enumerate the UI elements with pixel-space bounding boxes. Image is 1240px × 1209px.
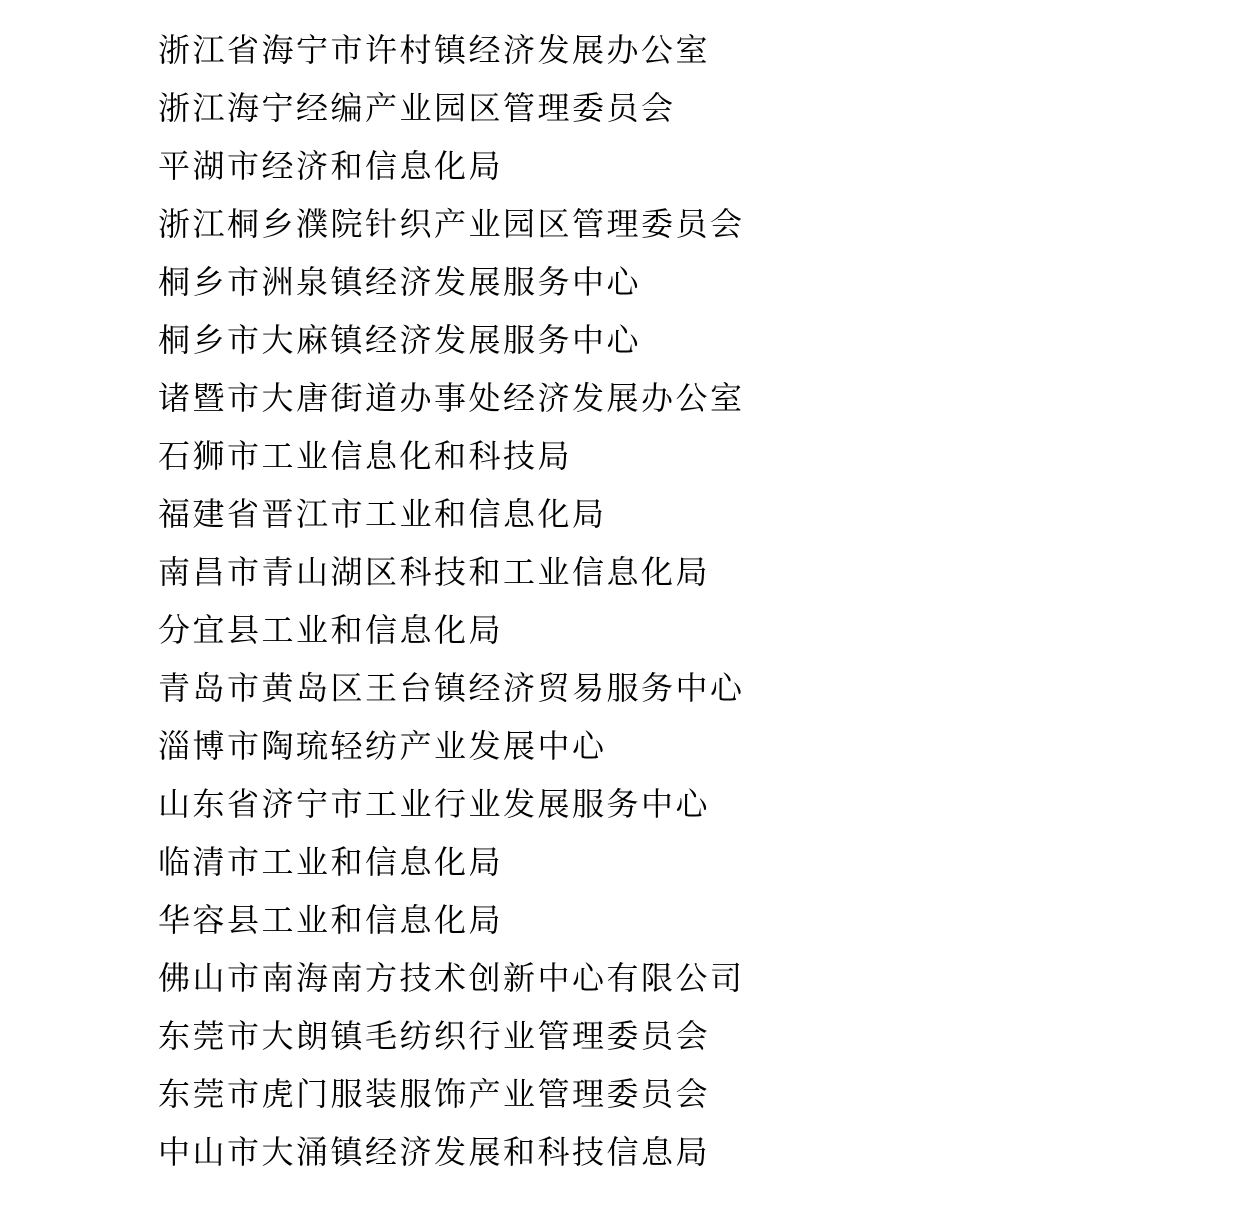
org-name-line: 中山市大涌镇经济发展和科技信息局 (158, 1134, 711, 1170)
org-name-line: 南昌市青山湖区科技和工业信息化局 (158, 554, 711, 590)
org-name-line: 桐乡市洲泉镇经济发展服务中心 (158, 264, 642, 300)
org-name-line: 分宜县工业和信息化局 (158, 612, 504, 648)
org-name-line: 东莞市大朗镇毛纺织行业管理委员会 (158, 1018, 711, 1054)
org-name-line: 诸暨市大唐街道办事处经济发展办公室 (158, 380, 745, 416)
org-name-line: 桐乡市大麻镇经济发展服务中心 (158, 322, 642, 358)
org-name-line: 淄博市陶琉轻纺产业发展中心 (158, 728, 607, 764)
org-name-line: 佛山市南海南方技术创新中心有限公司 (158, 960, 745, 996)
org-name-line: 浙江海宁经编产业园区管理委员会 (158, 90, 676, 126)
org-name-line: 东莞市虎门服装服饰产业管理委员会 (158, 1076, 711, 1112)
org-name-line: 青岛市黄岛区王台镇经济贸易服务中心 (158, 670, 745, 706)
org-name-line: 石狮市工业信息化和科技局 (158, 438, 573, 474)
org-name-line: 浙江桐乡濮院针织产业园区管理委员会 (158, 206, 745, 242)
org-name-line: 平湖市经济和信息化局 (158, 148, 504, 184)
org-name-line: 福建省晋江市工业和信息化局 (158, 496, 607, 532)
org-name-line: 临清市工业和信息化局 (158, 844, 504, 880)
org-name-line: 浙江省海宁市许村镇经济发展办公室 (158, 32, 711, 68)
org-name-line: 山东省济宁市工业行业发展服务中心 (158, 786, 711, 822)
org-name-line: 华容县工业和信息化局 (158, 902, 504, 938)
